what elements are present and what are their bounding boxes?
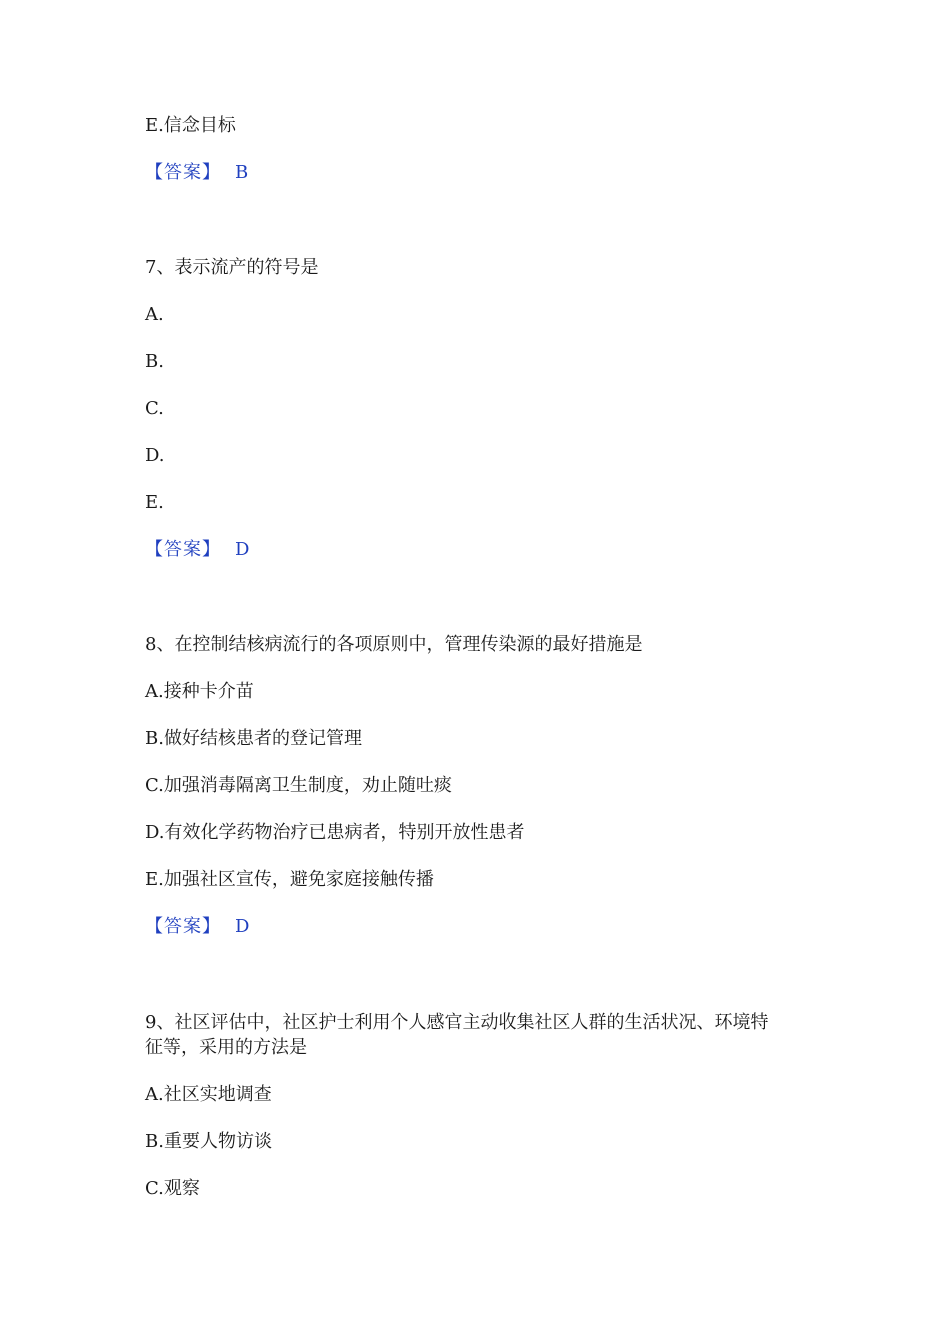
question-stem-line-2: 征等，采用的方法是 [145, 1037, 307, 1058]
answer-value: D [235, 539, 250, 560]
answer-value: D [235, 916, 250, 937]
answer-value: B [235, 162, 249, 183]
option-e: E. [145, 492, 164, 513]
option-d: D.有效化学药物治疗已患病者，特别开放性患者 [145, 822, 525, 843]
answer-label: 【答案】 [145, 539, 221, 560]
option-e: E.加强社区宣传，避免家庭接触传播 [145, 869, 434, 890]
question-stem-line-1: 9、社区评估中，社区护士利用个人感官主动收集社区人群的生活状况、环境特 [145, 1012, 769, 1033]
option-a: A.社区实地调查 [145, 1084, 272, 1105]
question-stem: 7、表示流产的符号是 [145, 257, 319, 278]
option-c: C.加强消毒隔离卫生制度，劝止随吐痰 [145, 775, 452, 796]
option-c: C.观察 [145, 1178, 200, 1199]
answer-label: 【答案】 [145, 162, 221, 183]
option-a: A. [145, 304, 164, 325]
answer-line [145, 915, 249, 939]
option-c: C. [145, 398, 164, 419]
option-d: D. [145, 445, 165, 466]
answer-line [145, 161, 248, 185]
option-a: A.接种卡介苗 [145, 681, 254, 702]
answer-line [145, 538, 249, 562]
option-b: B.重要人物访谈 [145, 1131, 272, 1152]
option-e: E.信念目标 [145, 115, 236, 136]
question-stem: 8、在控制结核病流行的各项原则中，管理传染源的最好措施是 [145, 634, 643, 655]
option-b: B.做好结核患者的登记管理 [145, 728, 362, 749]
option-b: B. [145, 351, 164, 372]
answer-label: 【答案】 [145, 916, 221, 937]
